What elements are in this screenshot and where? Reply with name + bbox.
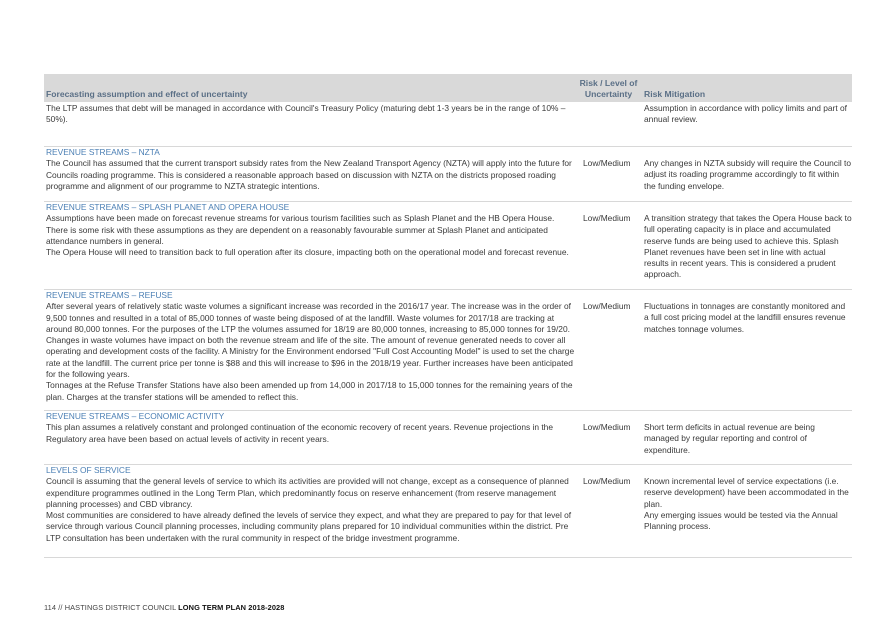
assumption-text: Council is assuming that the general levels of service to which its activities are provided will not change, except as a consequence of planned expenditure programmes outlined in the Long Term Plan, which predominantly focus on reserve enhancement (from reserve management planning processes) and CBD vibrancy. [46, 476, 569, 509]
assumption-text: The Opera House will need to transition back to full operation after its closure, impacting both on the operational model and forecast revenue. [46, 247, 569, 258]
mitigation-text: A transition strategy that takes the Opera House back to full operating capacity is in place and accumulated reserve funds are being used to achieve this. Splash Planet revenues have been set in line with actual results in recent years. This is considered a prudent approach. [644, 213, 852, 280]
risk-level-cell: Low/Medium [583, 422, 631, 432]
table-header [44, 74, 852, 102]
assumption-cell [44, 411, 577, 464]
mitigation-text: Any changes in NZTA subsidy will require the Council to adjust its roading programme accordingly to fit within the funding envelope. [644, 158, 851, 191]
mitigation-cell [640, 147, 852, 201]
assumption-text: The Council has assumed that the current transport subsidy rates from the New Zealand Transport Agency (NZTA) will apply into the future for Councils roading programme. This is considered a reasonable approach based on discussion with NZTA on the districts proposed roading programme and alignment of our programme to NZTA strategic intentions. [46, 158, 572, 191]
mitigation-cell [640, 202, 852, 289]
assumption-cell [44, 290, 577, 410]
assumption-text: Assumptions have been made on forecast revenue streams for various tourism facilities such as Splash Planet and the HB Opera House. There is some risk with these assumptions as they are dependent on a reasonably favourable summer at Splash Planet and anticipated attendance numbers in general. [46, 213, 555, 246]
mitigation-text: Short term deficits in actual revenue are being managed by regular reporting and control of expenditure. [644, 422, 815, 455]
mitigation-cell [640, 411, 852, 464]
section-heading: REVENUE STREAMS – NZTA [46, 147, 160, 157]
section-heading: REVENUE STREAMS – REFUSE [46, 290, 173, 300]
risk-level-cell: Low/Medium [583, 476, 631, 486]
mitigation-cell [640, 290, 852, 410]
risk-level-cell [577, 103, 640, 146]
section-heading: LEVELS OF SERVICE [46, 465, 131, 475]
risk-level-cell: Low/Medium [583, 158, 631, 168]
risk-level-cell: Low/Medium [583, 213, 631, 223]
section-heading: REVENUE STREAMS – ECONOMIC ACTIVITY [46, 411, 225, 421]
table-row [44, 465, 852, 558]
assumption-text: After several years of relatively static waste volumes a significant increase was recorded in the 2016/17 year. The increase was in the order of 9,500 tonnes and resulted in a total of 85,000 tonnes of waste being disposed of at the landfill. Waste volumes for 2017/18 are tracking at around 80,000 tonnes. For the purposes of the LTP the volumes assumed for 18/19 are 80,000 tonnes, increasing to 85,000 tonnes for 19/20. Changes in waste volumes have impact on both the revenue stream and life of the site. The amount of revenue generated needs to cover all operating and development costs of the facility. A Ministry for the Environment endorsed "Full Cost Accounting Model" is used to set the charge rate at the landfill. The current price per tonne is $88 and this will increase to $96 in the 2018/19 year. Further increases have been anticipated for the following years. [46, 301, 575, 380]
assumption-text: This plan assumes a relatively constant and prolonged continuation of the economic recovery of recent years. Revenue projections in the Regulatory area have been based on actual levels of activity in recent years. [46, 422, 553, 444]
mitigation-text: Assumption in accordance with policy limits and part of annual review. [644, 103, 847, 125]
assumption-text: Most communities are considered to have already defined the levels of service they expect, and what they are prepared to pay for that level of service through various Council planning processes, including community plans prepared for 10 individual communities within the district. Pre LTP consultation has been undertaken with the rural community in respect of the bridge investment programme. [46, 510, 572, 543]
uncertainty-table [44, 74, 852, 543]
table-row [44, 202, 852, 290]
table-row [44, 147, 852, 202]
table-row [44, 290, 852, 411]
footer-title: LONG TERM PLAN 2018-2028 [178, 603, 285, 612]
table-row [44, 103, 852, 147]
section-heading: REVENUE STREAMS – SPLASH PLANET AND OPERA HOUSE [46, 202, 290, 212]
assumption-cell [44, 147, 577, 201]
assumption-text: The LTP assumes that debt will be managed in accordance with Council's Treasury Policy (maturing debt 1-3 years be in the range of 10% – 50%). [46, 103, 566, 125]
mitigation-text: Fluctuations in tonnages are constantly monitored and a full cost pricing model at the landfill ensures revenue matches tonnage volumes. [644, 301, 846, 334]
assumption-cell [44, 465, 577, 557]
assumption-cell [44, 202, 577, 289]
mitigation-cell [640, 103, 852, 146]
header-risk: Risk / Level of Uncertainty [579, 78, 638, 99]
header-mitigation: Risk Mitigation [644, 88, 706, 99]
assumption-text: Tonnages at the Refuse Transfer Stations have also been amended up from 14,000 in 2017/18 to 15,000 tonnes for the remaining years of the plan. Charges at the transfer stations will be amended to reflect this. [46, 380, 573, 402]
header-assumption: Forecasting assumption and effect of uncertainty [46, 88, 248, 99]
table-row [44, 411, 852, 465]
mitigation-text: Known incremental level of service expectations (i.e. reserve development) have been accommodated in the plan. [644, 476, 849, 509]
mitigation-cell [640, 465, 852, 557]
footer-prefix: 114 // HASTINGS DISTRICT COUNCIL [44, 603, 177, 612]
page-footer [44, 603, 284, 612]
mitigation-text: Any emerging issues would be tested via the Annual Planning process. [644, 509, 838, 532]
assumption-cell [44, 103, 577, 146]
risk-level-cell: Low/Medium [583, 301, 631, 311]
